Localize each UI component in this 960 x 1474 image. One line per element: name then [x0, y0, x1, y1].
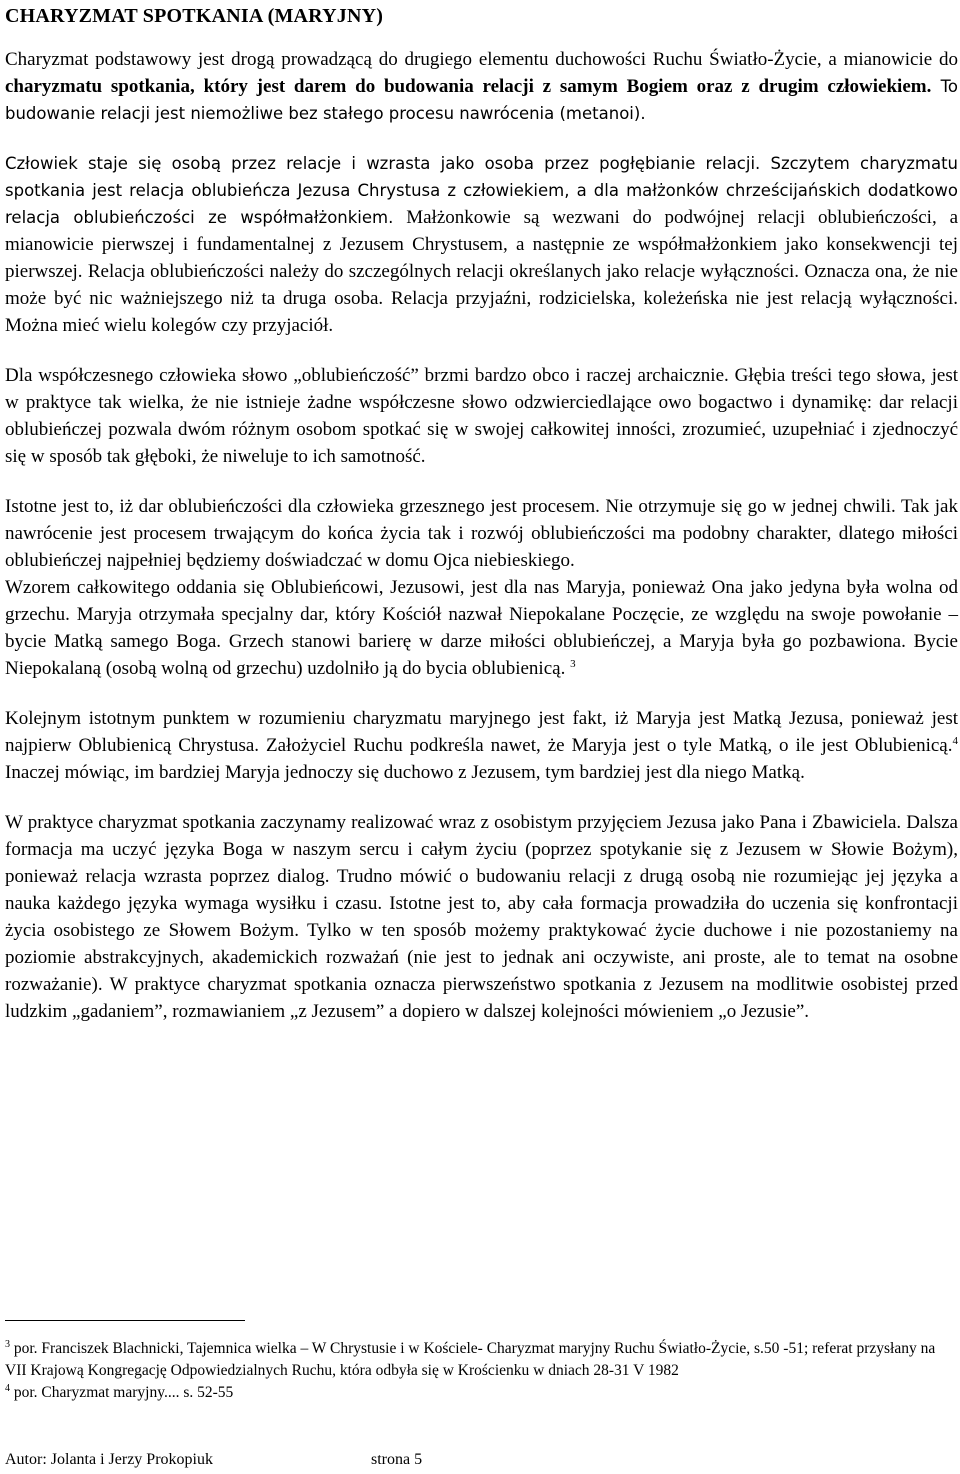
document-page: [5, 0, 959, 1468]
footnote-text-3: por. Franciszek Blachnicki, Tajemnica wielka – W Chrystusie i w Kościele- Charyzmat maryjny Ruchu Światło-Życie, s.50 -51; referat przysłany na VII Krajową Kongregację Odpowiedzialnych Ruchu, która odbyła się w Krościenku w dniach 28-31 V 1982: [5, 1340, 936, 1379]
relations-text: Małżonkowie są wezwani do podwójnej relacji oblubieńczości, a mianowicie pierwszej i fundamentalnej z Jezusem Chrystusem, a następnie ze współmałżonkiem jako konsekwencji tej pierwszej. Relacja oblubieńczości należy do szczególnych relacji określanych jako relacje wyłączności. Oznacza ona, że nie może być nic ważniejszego niż ta druga osoba. Relacja przyjaźni, rodzicielska, koleżeńska nie jest relacją wyłączności. Można mieć wielu kolegów czy przyjaciół.: [5, 207, 958, 336]
paragraph-matka: [5, 705, 958, 786]
footnote-divider: [5, 1320, 245, 1321]
footnote-number-4: 4: [5, 1383, 10, 1394]
footer-page-number: strona 5: [370, 1451, 423, 1468]
maryja-text: Wzorem całkowitego oddania się Oblubieńcowi, Jezusowi, jest dla nas Maryja, ponieważ Ona jako jedyna była wolna od grzechu. Maryja otrzymała specjalny dar, który Kościół nazwał Niepokalane Poczęcie, ze względu na swoje powołanie – bycie Matką samego Boga. Grzech stanowi barierę w darze miłości oblubieńczej, a Maryja była go pozbawiona. Bycie Niepokalaną (osobą wolną od grzechu) uzdolniło ją do bycia oblubienicą.: [5, 577, 958, 679]
intro-sans-text: To budowanie relacji jest niemożliwe bez stałego procesu nawrócenia (metanoi).: [5, 77, 958, 123]
paragraph-process: Istotne jest to, iż dar oblubieńczości dla człowieka grzesznego jest procesem. Nie otrzymuje się go w jednej chwili. Tak jak nawrócenie jest procesem trwającym do końca życia tak i rozwój oblubieńczości ma podobny charakter, dlatego miłości oblubieńczej najpełniej będziemy doświadczać w domu Ojca niebieskiego.: [5, 496, 958, 571]
footnote-4: [5, 1382, 958, 1404]
footnote-3: [5, 1338, 958, 1382]
footnote-ref-3[interactable]: 3: [570, 658, 576, 670]
relations-summit-text: Szczytem charyzmatu spotkania jest relacja oblubieńcza Jezusa Chrystusa z człowiekiem, a dla małżonków chrześcijańskich dodatkowo relacja oblubieńczości ze współmałżonkiem.: [5, 154, 959, 227]
paragraph-oblubienczosc: Dla współczesnego człowieka słowo „oblubieńczość” brzmi bardzo obco i raczej archaicznie. Głębia treści tego słowa, jest w praktyce tak wielka, że nie istnieje żadne współczesne słowo odzwierciedlające owo bogactwo i dynamikę: dar relacji oblubieńczej pozwala dwóm różnym osobom spotkać się w swojej całkowitej inności, zrozumieć, uzupełniać i zjednoczyć się w sposób tak głęboki, że niweluje to ich samotność.: [5, 365, 958, 467]
paragraph-maryja: [5, 574, 958, 682]
footnote-number-3: 3: [5, 1339, 10, 1350]
footnotes: [5, 1338, 958, 1404]
intro-text: Charyzmat podstawowy jest drogą prowadzącą do drugiego elementu duchowości Ruchu Światło-Życie, a mianowicie do: [5, 49, 958, 70]
footnote-ref-4[interactable]: 4: [952, 735, 958, 747]
page-footer: [5, 1450, 422, 1470]
footnote-text-4: por. Charyzmat maryjny.... s. 52-55: [10, 1384, 234, 1401]
relations-sans-text: Człowiek staje się osobą przez relacje i wzrasta jako osoba przez pogłębianie relacji.: [5, 154, 761, 173]
footer-author: Autor: Jolanta i Jerzy Prokopiuk: [5, 1451, 213, 1468]
document-title: CHARYZMAT SPOTKANIA (MARYJNY): [5, 5, 384, 27]
matka-text-a: Kolejnym istotnym punktem w rozumieniu charyzmatu maryjnego jest fakt, iż Maryja jest Matką Jezusa, ponieważ jest najpierw Oblubienicą Chrystusa. Założyciel Ruchu podkreśla nawet, że Maryja jest o tyle Matką, o ile jest Oblubienicą.: [5, 708, 958, 756]
intro-bold-text: charyzmatu spotkania, który jest darem do budowania relacji z samym Bogiem oraz z drugim człowiekiem.: [5, 76, 932, 97]
paragraph-practice: W praktyce charyzmat spotkania zaczynamy realizować wraz z osobistym przyjęciem Jezusa jako Pana i Zbawiciela. Dalsza formacja ma uczyć języka Boga w naszym sercu i całym życiu (poprzez spotykanie się z Jezusem w Słowie Bożym), ponieważ relacja wzrasta poprzez dialog. Trudno mówić o budowaniu relacji z drugą osobą nie rozumiejąc jej języka a nauka każdego języka wymaga wysiłku i czasu. Istotne jest to, aby cała formacja prowadziła do uczenia się konfrontacji życia osobistego ze Słowem Bożym. Tylko w ten sposób możemy praktykować życie duchowe i nie pozostaniemy na poziomie abstrakcyjnych, akademickich rozważań (nie jest to jednak ani oczywiste, ani proste, ale to temat na osobne rozważanie). W praktyce charyzmat spotkania oznacza pierwszeństwo spotkania z Jezusem na modlitwie osobistej przed ludzkim „gadaniem”, rozmawianiem „z Jezusem” a dopiero w dalszej kolejności mówieniem „o Jezusie”.: [5, 812, 958, 1022]
paragraph-intro: [5, 46, 958, 127]
paragraph-relations: [5, 150, 958, 339]
matka-text-b: Inaczej mówiąc, im bardziej Maryja jednoczy się duchowo z Jezusem, tym bardziej jest dla niego Matką.: [5, 762, 805, 783]
